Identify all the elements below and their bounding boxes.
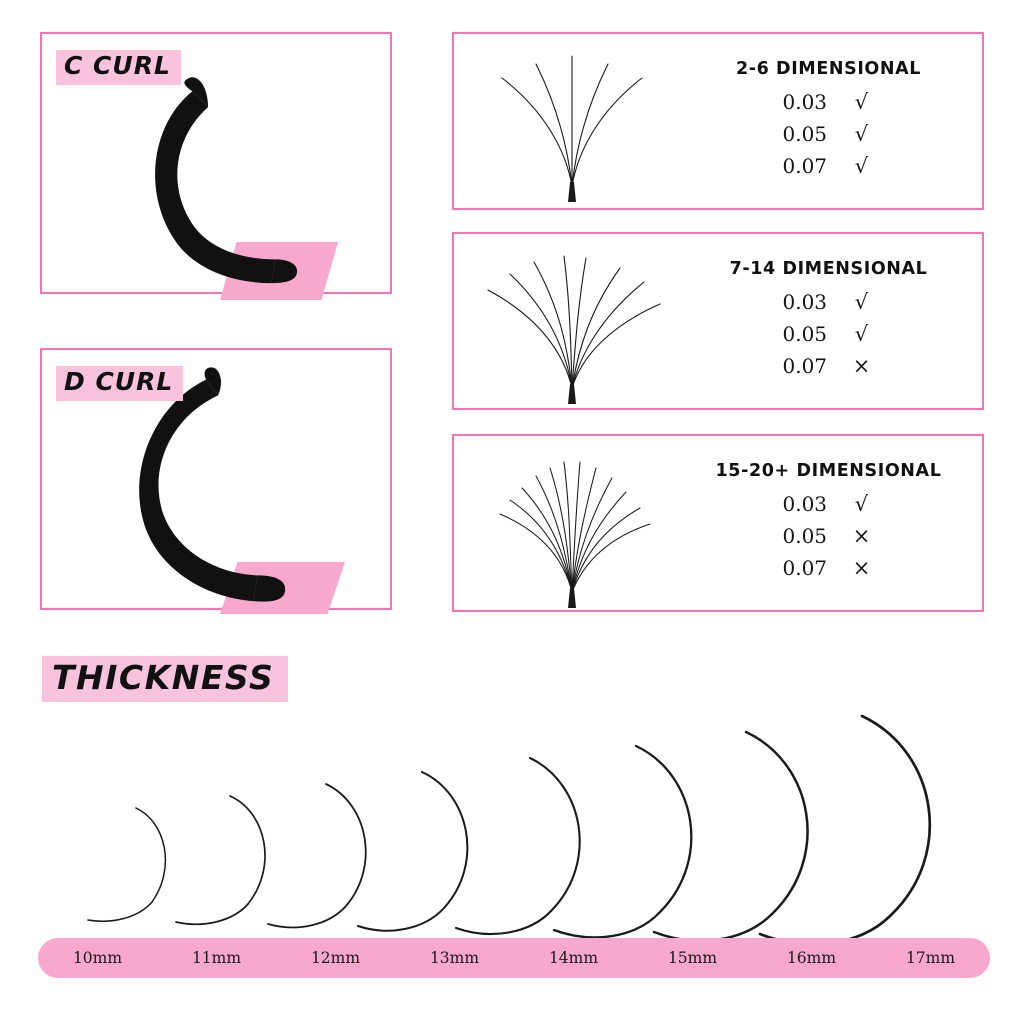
dimension-rows	[783, 287, 875, 383]
availability-mark: √	[854, 322, 869, 347]
curl-card-d	[40, 348, 392, 610]
dimension-row	[783, 87, 875, 119]
lash-length-illustration	[30, 690, 1000, 938]
dimension-row	[783, 521, 875, 553]
length-scale-bar	[38, 938, 990, 978]
thickness-value: 0.03	[782, 492, 828, 517]
thickness-value: 0.07	[782, 555, 828, 580]
dimension-row	[783, 151, 875, 183]
availability-mark: ×	[852, 353, 871, 378]
fan-illustration-15-20	[454, 436, 689, 610]
availability-mark: √	[854, 122, 869, 147]
dimension-row	[783, 119, 875, 151]
dimension-row	[783, 287, 875, 319]
availability-mark: ×	[852, 555, 871, 580]
thickness-value: 0.05	[782, 122, 828, 147]
length-tick: 17mm	[905, 949, 956, 967]
length-tick: 14mm	[548, 949, 599, 967]
dimension-row	[783, 553, 875, 585]
dimension-info-15-20	[689, 461, 982, 585]
dimension-info-2-6	[689, 59, 982, 183]
thickness-value: 0.07	[782, 153, 828, 178]
thickness-section-title: THICKNESS	[42, 656, 288, 702]
dimension-row	[783, 319, 875, 351]
dimension-card-2-6	[452, 32, 984, 210]
length-tick: 16mm	[786, 949, 837, 967]
fan-illustration-7-14	[454, 234, 689, 408]
dimension-rows	[783, 87, 875, 183]
length-tick: 13mm	[429, 949, 480, 967]
thickness-value: 0.03	[782, 290, 828, 315]
dimension-row	[783, 489, 875, 521]
length-tick: 12mm	[310, 949, 361, 967]
length-tick: 15mm	[667, 949, 718, 967]
availability-mark: √	[854, 290, 869, 315]
availability-mark: ×	[852, 524, 871, 549]
availability-mark: √	[854, 492, 869, 517]
thickness-value: 0.05	[782, 322, 828, 347]
dimension-rows	[783, 489, 875, 585]
length-tick: 11mm	[191, 949, 242, 967]
thickness-value: 0.07	[782, 353, 828, 378]
thickness-value: 0.05	[782, 524, 828, 549]
dimension-title: 15-20+ DIMENSIONAL	[715, 461, 942, 482]
curl-label-c: C CURL	[56, 50, 181, 85]
dimension-card-7-14	[452, 232, 984, 410]
dimension-info-7-14	[689, 259, 982, 383]
length-tick: 10mm	[72, 949, 123, 967]
dimension-title: 2-6 DIMENSIONAL	[735, 59, 922, 80]
curl-card-c	[40, 32, 392, 294]
availability-mark: √	[854, 153, 869, 178]
curl-label-d: D CURL	[56, 366, 183, 401]
availability-mark: √	[854, 90, 869, 115]
dimension-title: 7-14 DIMENSIONAL	[729, 259, 928, 280]
thickness-value: 0.03	[782, 90, 828, 115]
dimension-card-15-20	[452, 434, 984, 612]
dimension-row	[783, 351, 875, 383]
fan-illustration-2-6	[454, 34, 689, 208]
